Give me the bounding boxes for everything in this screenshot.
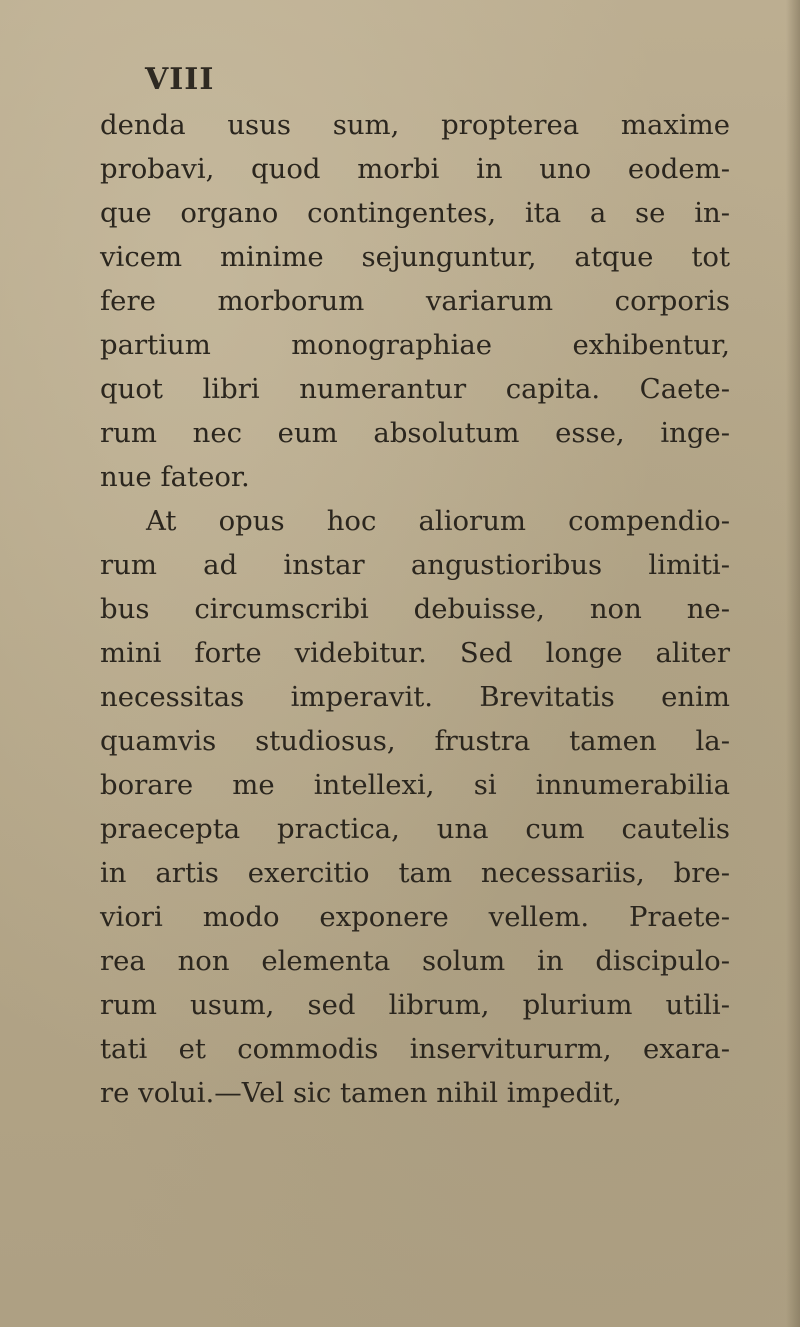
running-head-page-number: VIII bbox=[145, 62, 215, 97]
body-text bbox=[100, 103, 730, 1115]
text-line-12: bus circumscribi debuisse, non ne- bbox=[100, 593, 730, 625]
text-line-18: in artis exercitio tam necessariis, bre- bbox=[100, 857, 730, 889]
text-line-6: partium monographiae exhibentur, bbox=[100, 329, 730, 361]
text-line-17: praecepta practica, una cum cautelis bbox=[100, 813, 730, 845]
text-line-13: mini forte videbitur. Sed longe aliter bbox=[100, 637, 730, 669]
text-line-14: necessitas imperavit. Brevitatis enim bbox=[100, 681, 730, 713]
text-line-23: re volui.—Vel sic tamen nihil impedit, bbox=[100, 1077, 622, 1109]
text-line-4: vicem minime sejunguntur, atque tot bbox=[100, 241, 730, 273]
text-line-20: rea non elementa solum in discipulo- bbox=[100, 945, 730, 977]
text-line-11: rum ad instar angustioribus limiti- bbox=[100, 549, 730, 581]
text-line-3: que organo contingentes, ita a se in- bbox=[100, 197, 730, 229]
text-line-7: quot libri numerantur capita. Caete- bbox=[100, 373, 730, 405]
page-edge-shadow bbox=[786, 0, 800, 1327]
text-line-9: nue fateor. bbox=[100, 461, 250, 493]
text-line-21: rum usum, sed librum, plurium utili- bbox=[100, 989, 730, 1021]
text-line-19: viori modo exponere vellem. Praete- bbox=[100, 901, 730, 933]
text-line-10: At opus hoc aliorum compendio- bbox=[146, 505, 730, 537]
text-line-16: borare me intellexi, si innumerabilia bbox=[100, 769, 730, 801]
text-line-8: rum nec eum absolutum esse, inge- bbox=[100, 417, 730, 449]
text-line-15: quamvis studiosus, frustra tamen la- bbox=[100, 725, 730, 757]
text-line-2: probavi, quod morbi in uno eodem- bbox=[100, 153, 730, 185]
text-line-5: fere morborum variarum corporis bbox=[100, 285, 730, 317]
text-line-22: tati et commodis inservitururm, exara- bbox=[100, 1033, 730, 1065]
text-line-1: denda usus sum, propterea maxime bbox=[100, 109, 730, 141]
